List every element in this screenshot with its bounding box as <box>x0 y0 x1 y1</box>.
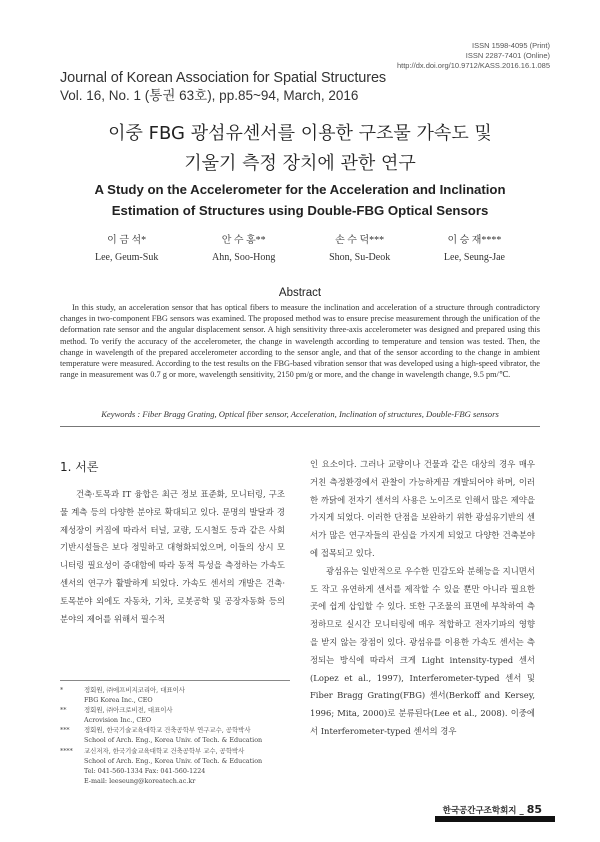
author-4 <box>444 232 505 266</box>
keywords-text: Fiber Bragg Grating, Optical fiber sensor, Acceleration, Inclination of structures, Double-FBG sensors <box>142 409 499 419</box>
title-korean-line1: 이중 FBG 광섬유센서를 이용한 구조물 가속도 및 <box>108 123 492 144</box>
page-footer <box>443 803 542 816</box>
journal-header <box>60 69 386 104</box>
author-2 <box>212 232 275 266</box>
left-column <box>60 486 285 628</box>
footnote <box>60 685 290 705</box>
title-english-line2: Estimation of Structures using Double-FBG Optical Sensors <box>111 203 489 218</box>
abstract-text: In this study, an acceleration sensor that has optical fibers to measure the inclination and acceleration of a structure through contradictory changes in two-component FBG sensors was examined. The proposed method was to ensure precise measurement through the unification of the deformation rate sensor and the angular displacement sensor. A high sensitivity three-axis accelerometer was designed and prepared using this method. To verify the accuracy of the accelerometer, the change in wavelength according to temperature and tension was tested. Then, the change in wavelength of the prepared accelerometer according to the sensor angle, and that of the sensor according to the change in ambient temperature were measured. According to the test results on the FBG-based vibration sensor that was developed using a high-speed vibrator, the range in measurement was 0.7 g or more, wavelength sensitivity, 2150 pm/g or more, and the change in wavelength change, 9.5 pm/℃. <box>60 303 540 380</box>
issn-online: ISSN 2287-7401 (Online) <box>465 51 550 60</box>
title-english <box>0 179 600 221</box>
footer-bar <box>435 816 555 822</box>
footnote-mark: *** <box>60 726 70 735</box>
author-list <box>95 232 505 266</box>
footnote-line: Acrovision Inc., CEO <box>84 716 152 725</box>
author-name-en: Lee, Geum-Suk <box>95 252 159 263</box>
volume-info: Vol. 16, No. 1 (통권 63호), pp.85~94, March, 2016 <box>60 88 359 103</box>
title-korean <box>0 119 600 179</box>
section-heading: 1. 서론 <box>60 460 99 474</box>
footnote-line: Tel: 041-560-1334 Fax: 041-560-1224 <box>84 766 206 775</box>
author-1 <box>95 232 158 266</box>
footnote <box>60 705 290 725</box>
author-name-en: Ahn, Soo-Hong <box>212 252 276 263</box>
body-paragraph: 광섬유는 일반적으로 우수한 민감도와 분해능을 지니면서도 작고 유연하게 센서를 제작할 수 있을 뿐만 아니라 필요한 곳에 쉽게 삽입할 수 있다. 또한 구조물의 표면에 부착하여 측정하므로 실시간 모니터링에 매우 적합하고 전자기파의 영향을 받지 않는 장점이 있다. 광섬유를 이용한 가속도 센서는 측정되는 방식에 따라서 크게 Light intensity-typed 센서(Lopez et al., 1997), Interferometer-typed 센서 및 Fiber Bragg Grating(FBG) 센서(Berkoff and Kersey, 1996; Mita, 2000)로 분류된다(Lee et al., 2008). 이중에서 Interferometer-typed 센서의 경우 <box>310 565 535 736</box>
footnote-line: School of Arch. Eng., Korea Univ. of Tech. & Education <box>84 756 263 765</box>
author-3 <box>329 232 390 266</box>
author-name-ko: 이 승 재**** <box>447 235 502 246</box>
title-english-line1: A Study on the Accelerometer for the Acceleration and Inclination <box>94 182 506 197</box>
keywords-label: Keywords : <box>101 409 143 419</box>
issn-block <box>397 41 550 71</box>
footnote-line: 정회원, ㈜에프비지코리아, 대표이사 <box>84 686 185 694</box>
journal-name: Journal of Korean Association for Spatial Structures <box>60 70 387 86</box>
keywords-divider <box>60 426 540 427</box>
title-korean-line2: 기울기 측정 장치에 관한 연구 <box>184 153 416 174</box>
footnote-mark: **** <box>60 746 73 755</box>
footnote <box>60 746 290 786</box>
issn-print: ISSN 1598-4095 (Print) <box>472 41 550 50</box>
author-name-ko: 안 수 홍** <box>221 235 266 246</box>
abstract-heading: Abstract <box>278 287 322 299</box>
author-footnotes <box>60 680 290 786</box>
footnote-mark: ** <box>60 706 67 715</box>
author-name-en: Shon, Su-Deok <box>329 252 391 263</box>
footnote-mark: * <box>60 686 64 694</box>
footnote-line: 정회원, ㈜아크로비전, 대표이사 <box>84 706 173 715</box>
author-name-ko: 이 금 석* <box>107 235 147 246</box>
author-name-ko: 손 수 덕*** <box>335 235 385 246</box>
right-column <box>310 456 535 741</box>
footnote <box>60 725 290 745</box>
footer-journal-name: 한국공간구조학회지 _ <box>442 806 527 816</box>
page-number: 85 <box>526 803 542 816</box>
footnote-line: 교신저자, 한국기술교육대학교 건축공학부 교수, 공학박사 <box>84 746 245 755</box>
body-paragraph: 건축·토목과 IT 융합은 최근 정보 표준화, 모니터링, 구조물 계측 등의 다양한 분야로 확대되고 있다. 문명의 발달과 경제성장이 커짐에 따라서 터널, 교량, 도시철도 등과 같은 사회기반시설들은 보다 정밀하고 대형화되었으며, 이들의 상시 모니터링 필요성이 증대함에 따라 동적 특성을 측정하는 가속도 센서의 연구가 활발하게 되었다. 가속도 센서의 개발은 건축·토목분야 외에도 자동차, 기차, 로봇공학 및 공장자동화 등의 분야의 제어를 위해서 필수적 <box>60 489 285 624</box>
doi-link[interactable]: http://dx.doi.org/10.9712/KASS.2016.16.1.085 <box>396 61 550 70</box>
keywords <box>60 409 540 419</box>
footnote-line: School of Arch. Eng., Korea Univ. of Tech. & Education <box>84 736 263 745</box>
footnote-line: FBG Korea Inc., CEO <box>84 696 153 705</box>
footnote-email[interactable]: E-mail: leeseung@koreatech.ac.kr <box>84 776 196 785</box>
author-name-en: Lee, Seung-Jae <box>443 252 505 263</box>
body-paragraph: 인 요소이다. 그러나 교량이나 건물과 같은 대상의 경우 매우 거친 측정환경에서 관찰이 가능하게끔 개발되어야 하며, 이러한 까닭에 전자기 센서의 사용은 노이즈로 인해서 많은 제약을 가지게 되었다. 이러한 단점을 보완하기 위한 광섬유기반의 센서가 많은 연구자들의 관심을 가지게 되었고 다양한 건축분야에 접목되고 있다. <box>310 459 535 558</box>
footnote-line: 정회원, 한국기술교육대학교 건축공학부 연구교수, 공학박사 <box>84 726 251 735</box>
